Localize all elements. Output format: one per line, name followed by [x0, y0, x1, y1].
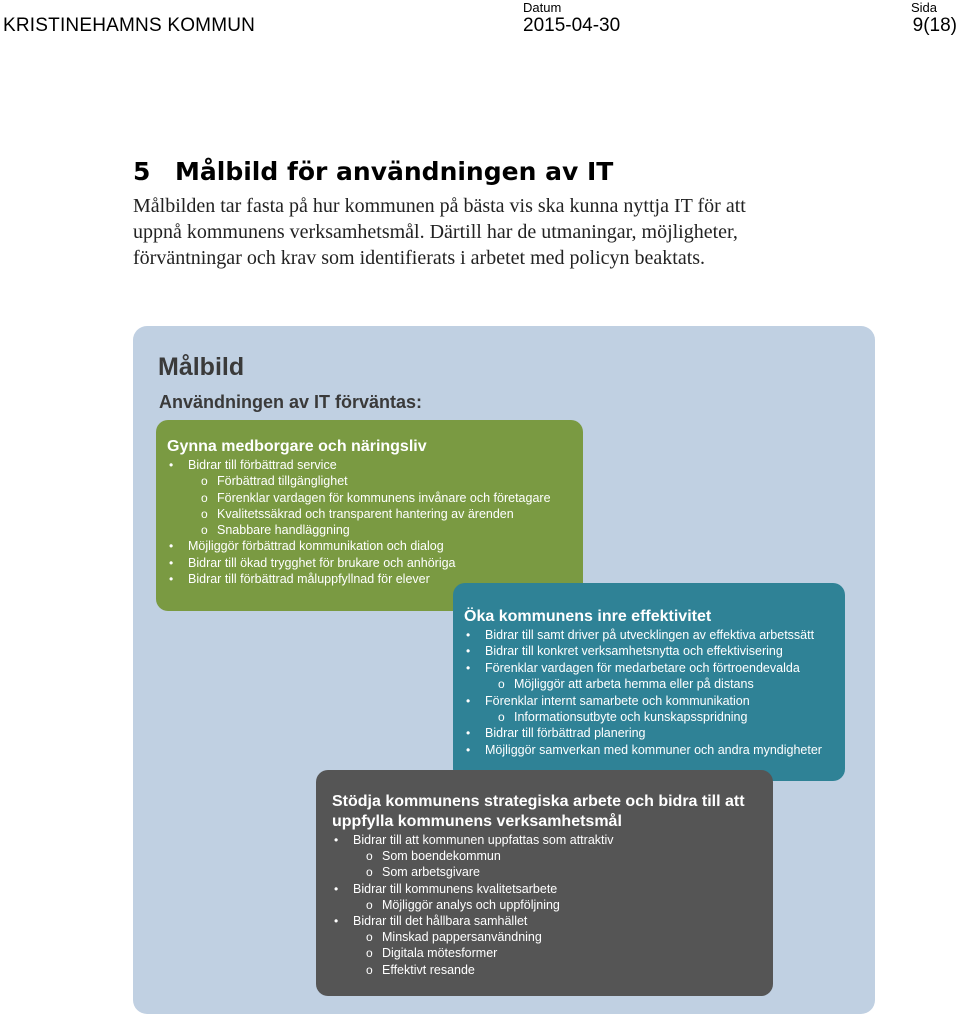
list-subitem: o Möjliggör analys och uppföljning: [332, 897, 773, 913]
list-item: • Bidrar till ökad trygghet för brukare och anhöriga: [167, 555, 583, 571]
goal-list: [332, 832, 773, 978]
list-subitem: o Effektivt resande: [332, 962, 773, 978]
paragraph-line: Målbilden tar fasta på hur kommunen på bästa vis ska kunna nyttja IT för att: [133, 195, 746, 217]
list-subitem: o Minskad pappersanvändning: [332, 929, 773, 945]
list-item: • Möjliggör förbättrad kommunikation och dialog: [167, 538, 583, 554]
section-number: 5: [133, 157, 151, 186]
list-subitem: o Förbättrad tillgänglighet: [167, 473, 583, 489]
goal-box-title-line: Stödja kommunens strategiska arbete och bidra till att: [332, 793, 745, 810]
list-subitem: o Möjliggör att arbeta hemma eller på distans: [464, 676, 845, 692]
date-value: 2015-04-30: [523, 15, 621, 36]
goal-list: [167, 457, 583, 587]
goal-list: [464, 627, 845, 758]
list-subitem: o Förenklar vardagen för kommunens invånare och företagare: [167, 490, 583, 506]
goal-box-title: Öka kommunens inre effektivitet: [464, 608, 712, 625]
list-item: • Möjliggör samverkan med kommuner och andra myndigheter: [464, 742, 845, 758]
list-subitem: o Snabbare handläggning: [167, 522, 583, 538]
figure-subtitle: Användningen av IT förväntas:: [159, 392, 423, 412]
page-label: Sida: [910, 0, 937, 15]
list-subitem: o Som boendekommun: [332, 848, 773, 864]
list-item: • Förenklar vardagen för medarbetare och förtroendevalda: [464, 660, 845, 676]
list-subitem: o Som arbetsgivare: [332, 864, 773, 880]
list-item: • Bidrar till konkret verksamhetsnytta och effektivisering: [464, 643, 845, 659]
section-paragraph: [133, 193, 893, 271]
goal-box-title-line: uppfylla kommunens verksamhetsmål: [332, 813, 622, 830]
section-heading: [133, 157, 613, 186]
list-item: • Bidrar till förbättrad måluppfyllnad för elever: [167, 571, 583, 587]
date-label: Datum: [523, 0, 562, 15]
list-subitem: o Kvalitetssäkrad och transparent hantering av ärenden: [167, 506, 583, 522]
goal-box-efficiency: [453, 583, 845, 781]
paragraph-line: uppnå kommunens verksamhetsmål. Därtill har de utmaningar, möjligheter,: [133, 221, 738, 243]
goal-box-title: Gynna medborgare och näringsliv: [167, 438, 427, 455]
section-title: Målbild för användningen av IT: [175, 157, 614, 186]
figure-title: Målbild: [158, 353, 245, 381]
list-item: • Bidrar till samt driver på utvecklingen av effektiva arbetssätt: [464, 627, 845, 643]
list-item: • Bidrar till att kommunen uppfattas som attraktiv: [332, 832, 773, 848]
goal-box-strategy: [316, 770, 773, 996]
list-item: • Bidrar till kommunens kvalitetsarbete: [332, 881, 773, 897]
list-item: • Förenklar internt samarbete och kommunikation: [464, 693, 845, 709]
list-subitem: o Informationsutbyte och kunskapsspridning: [464, 709, 845, 725]
list-item: • Bidrar till förbättrad planering: [464, 725, 845, 741]
list-item: • Bidrar till förbättrad service: [167, 457, 583, 473]
page-number: 9(18): [912, 15, 957, 36]
page-header: [0, 0, 960, 50]
organization-name: KRISTINEHAMNS KOMMUN: [3, 15, 256, 36]
paragraph-line: förväntningar och krav som identifierats i arbetet med policyn beaktats.: [133, 247, 706, 269]
list-item: • Bidrar till det hållbara samhället: [332, 913, 773, 929]
list-subitem: o Digitala mötesformer: [332, 945, 773, 961]
